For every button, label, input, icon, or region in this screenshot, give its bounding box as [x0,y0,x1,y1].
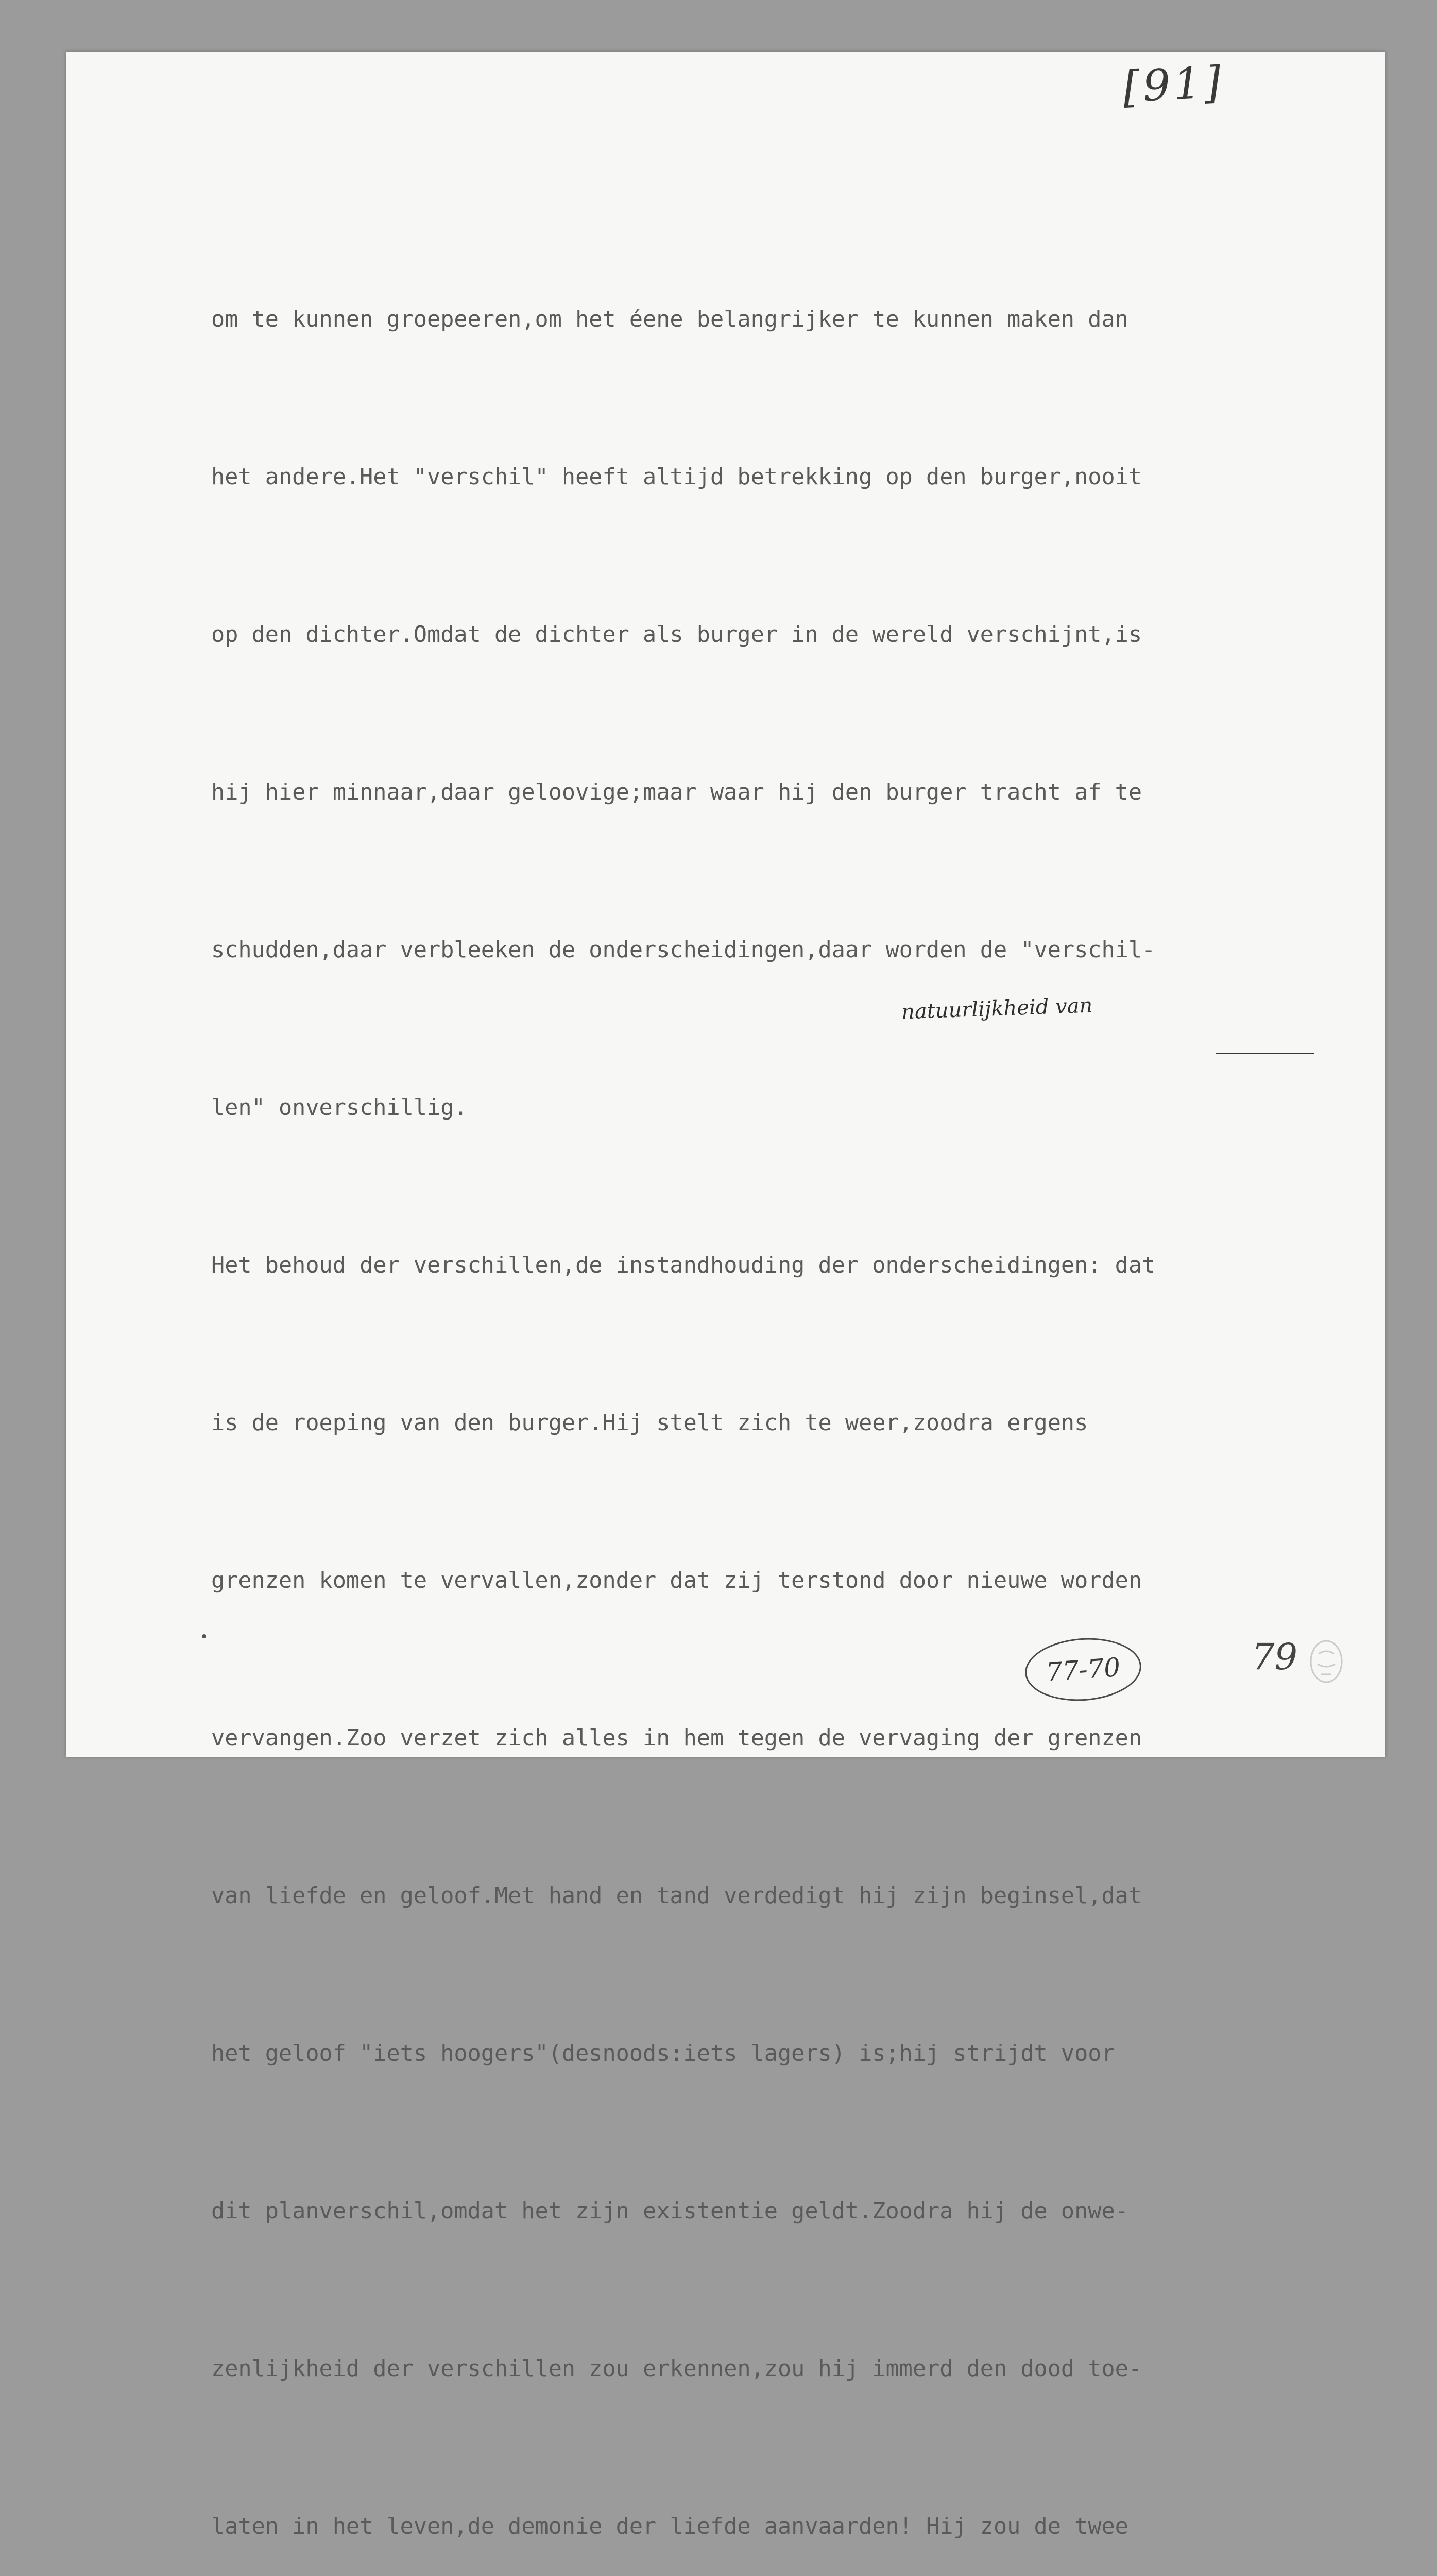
text-line: van liefde en geloof.Met hand en tand verdedigt hij zijn beginsel,dat [211,1883,1142,1909]
text-line: len" onverschillig. [211,1095,468,1121]
handwritten-annotation: natuurlijkheid van [901,993,1093,1024]
text-line: hij hier minnaar,daar geloovige;maar waar hij den burger tracht af te [211,779,1142,805]
text-line: vervangen.Zoo verzet zich alles in hem tegen de vervaging der grenzen [211,1725,1142,1751]
folio-number: 79 [1252,1636,1298,1678]
text-line: Het behoud der verschillen,de instandhouding der onderscheidingen: dat [211,1252,1156,1278]
faint-stamp-icon [1308,1638,1344,1685]
text-line: om te kunnen groepeeren,om het éene belangrijker te kunnen maken dan [211,307,1128,332]
page-reference: [91] [1121,56,1225,113]
text-line: dit planverschil,omdat het zijn existentie geldt.Zoodra hij de onwe- [211,2198,1128,2224]
text-line: schudden,daar verbleeken de onderscheidingen,daar worden de "verschil- [211,937,1156,963]
text-line: het andere.Het "verschil" heeft altijd betrekking op den burger,nooit [211,464,1142,490]
text-line: laten in het leven,de demonie der liefde aanvaarden! Hij zou de twee [211,2514,1128,2539]
ink-speck [202,1634,206,1638]
archive-number-text: 77-70 [1045,1652,1121,1687]
text-line: zenlijkheid der verschillen zou erkennen,zou hij immerd den dood toe- [211,2356,1142,2382]
handwritten-underline [1216,1053,1314,1054]
text-line: het geloof "iets hoogers"(desnoods:iets lagers) is;hij strijdt voor [211,2041,1115,2066]
text-line: op den dichter.Omdat de dichter als burger in de wereld verschijnt,is [211,622,1142,648]
typescript-body [211,188,1375,2576]
text-line: is de roeping van den burger.Hij stelt zich te weer,zoodra ergens [211,1410,1088,1436]
text-line: grenzen komen te vervallen,zonder dat zij terstond door nieuwe worden [211,1568,1142,1594]
